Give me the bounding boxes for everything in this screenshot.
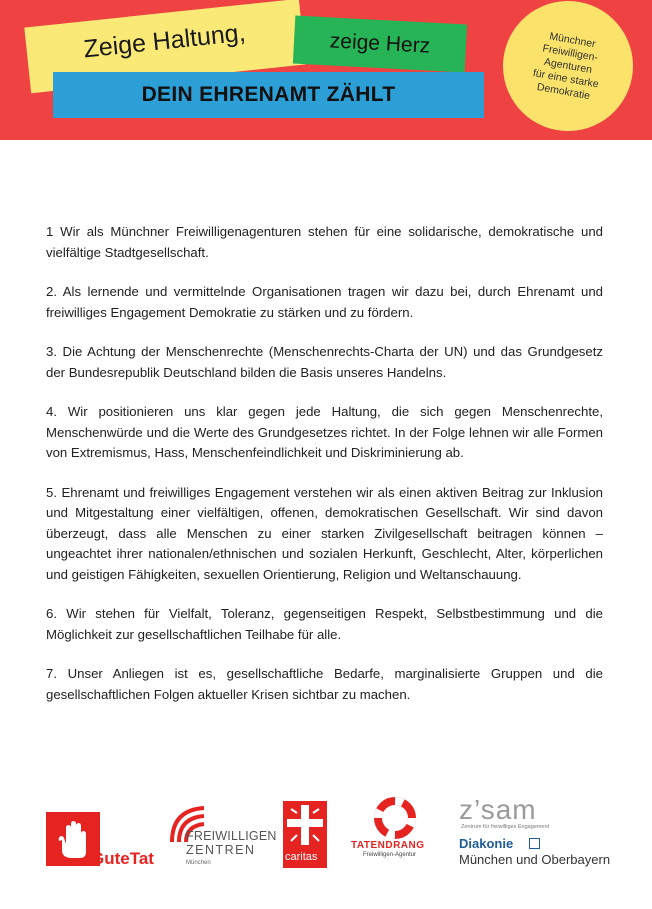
paragraph-5: 5. Ehrenamt und freiwilliges Engagement verstehen wir als einen aktiven Beitrag zur Inklusion und Mitgestaltung einer vielfältigen, offenen, demokratischen Gesellschaft. Wir sind davon überzeugt, dass alle Menschen zu einer starken Zivilgesellschaft beitragen können – ungeachtet ihrer nationalen/ethnischen und sozialen Herkunft, Geschlecht, Alter, körperlichen und geistigen Fähigkeiten, sexuellen Orientierung, Religion und Weltanschauung. (46, 484, 603, 582)
fz-line2: ZENTREN (186, 843, 256, 857)
paragraph-3: 3. Die Achtung der Menschenrechte (Menschenrechts-Charta der UN) und das Grundgesetz der Bundesrepublik Deutschland bilden die Basis unseres Handelns. (46, 344, 603, 380)
hand-icon (56, 820, 94, 860)
manifesto-text (46, 222, 603, 724)
paragraph-7: 7. Unser Anliegen ist es, gesellschaftliche Bedarfe, marginalisierte Gruppen und die gesellschaftlichen Folgen aktueller Krisen sichtbar zu machen. (46, 666, 603, 702)
diakonie-region: München und Oberbayern (459, 852, 611, 867)
headline-zeige-haltung: Zeige Haltung, (24, 0, 305, 93)
zsam-subtitle: Zentrum für freiwilliges Engagement (461, 824, 550, 830)
diakonie-wordmark: Diakonie (459, 836, 514, 851)
headline-zeige-herz: zeige Herz (293, 16, 467, 73)
caritas-cross-icon (283, 801, 327, 849)
tatendrang-logo (351, 796, 441, 860)
paragraph-2: 2. Als lernende und vermittelnde Organisationen tragen wir dazu bei, durch Ehrenamt und freiwilliges Engagement Demokratie zu stärken und zu fördern. (46, 284, 603, 320)
fz-line1: FREIWILLIGEN (186, 829, 277, 843)
tatendrang-subtitle: Freiwilligen-Agentur (363, 852, 417, 858)
gutetat-logo (46, 812, 154, 872)
paragraph-1: 1 Wir als Münchner Freiwilligenagenturen stehen für eine solidarische, demokratische und vielfältige Stadtgesellschaft. (46, 224, 603, 260)
zsam-diakonie-logo (459, 794, 629, 872)
freiwilligen-zentren-logo (168, 800, 278, 872)
badge-circle (493, 0, 644, 140)
tatendrang-wordmark: TATENDRANG (351, 840, 425, 851)
paragraph-4: 4. Wir positionieren uns klar gegen jede Haltung, die sich gegen Menschenrechte, Menschenwürde und die Werte des Grundgesetzes richtet. In der Folge lehnen wir alle Formen von Extremismus, Hass, Menschenfeindlichkeit und Diskriminierung ab. (46, 404, 603, 460)
gutetat-wordmark: GuteTat (91, 849, 154, 868)
zsam-wordmark: z’sam (459, 794, 537, 825)
headline-ehrenamt: DEIN EHRENAMT ZÄHLT (53, 72, 484, 118)
lifebuoy-icon (373, 796, 417, 840)
paragraph-6: 6. Wir stehen für Vielfalt, Toleranz, gegenseitigen Respekt, Selbstbestimmung und die Möglichkeit zur gesellschaftlichen Teilhabe für alle. (46, 606, 603, 642)
header-banner (0, 0, 652, 140)
diakonie-cross-icon (529, 838, 540, 849)
badge-text: Münchner Freiwilligen- Agenturen für eine starke Demokratie (532, 29, 600, 102)
caritas-wordmark: caritas (285, 851, 318, 863)
caritas-logo (283, 801, 327, 868)
fz-city: München (186, 860, 211, 866)
